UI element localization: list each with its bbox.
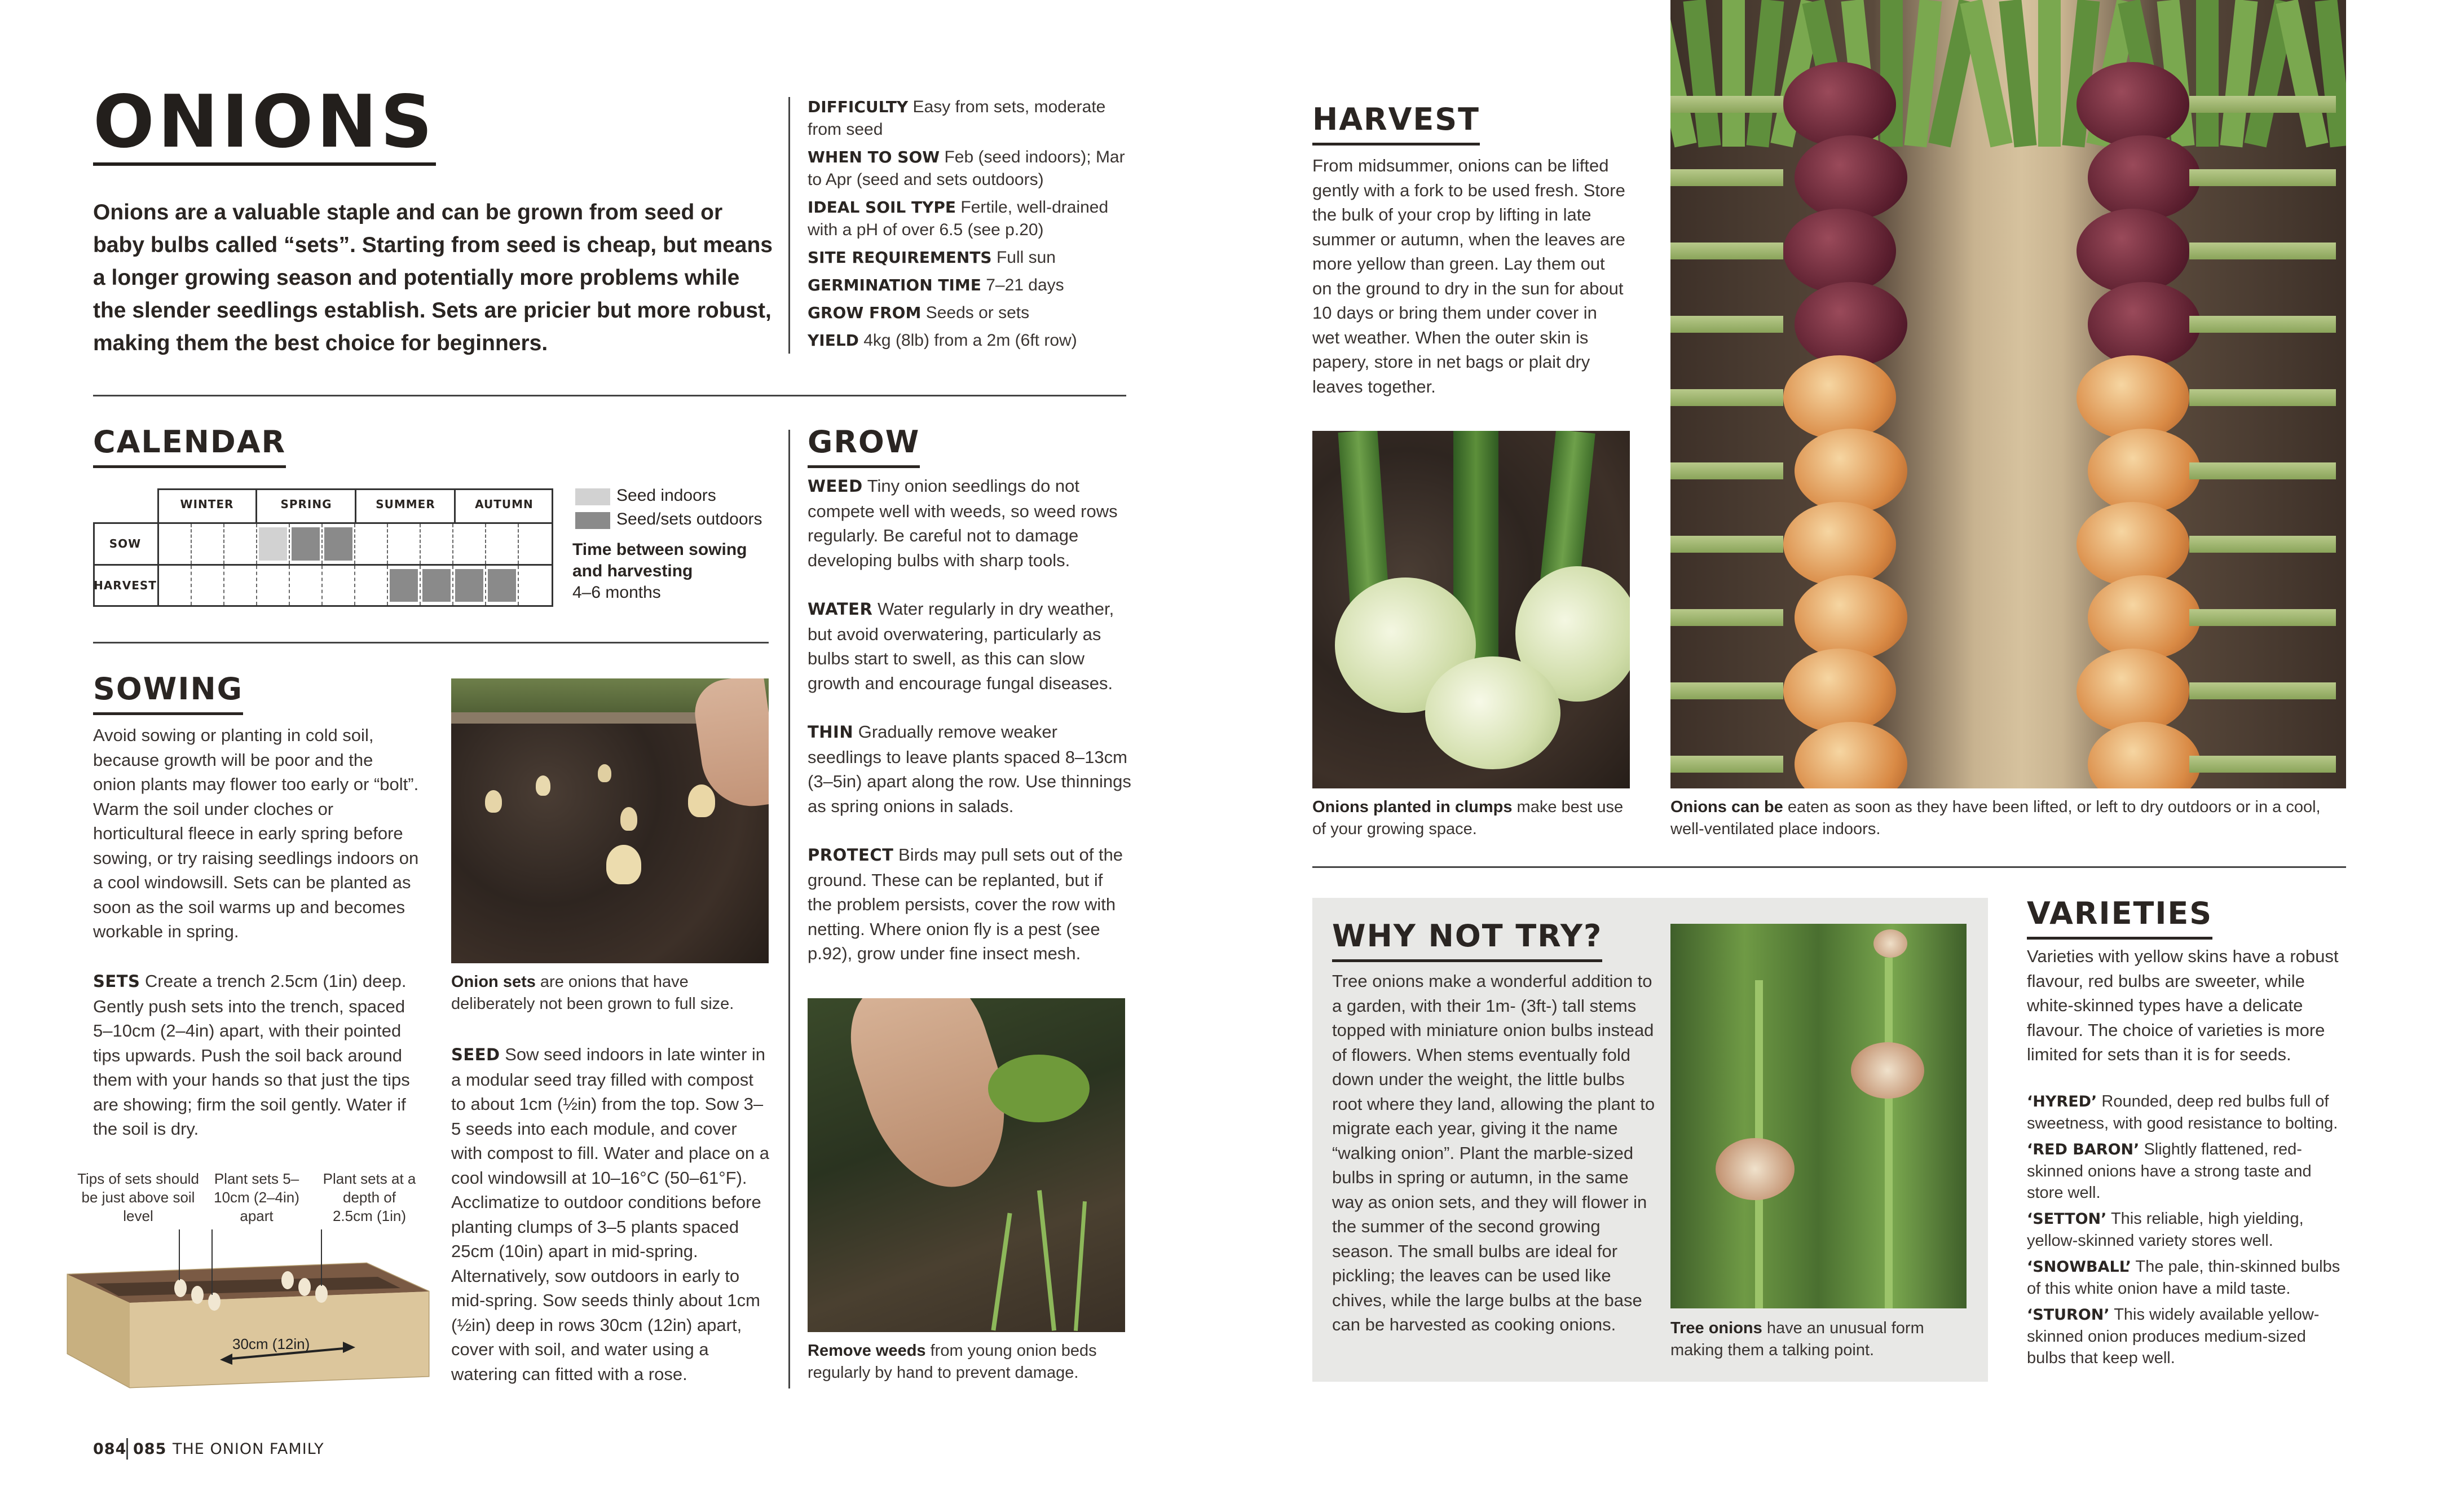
calendar-cell-sow-0 [159, 524, 192, 564]
calendar-cell-harvest-1 [192, 566, 224, 605]
variety-setton: ‘SETTON’ This reliable, high yielding, yellow-skinned variety stores well. [2027, 1210, 2304, 1250]
onion-clumps-caption: Onions planted in clumps make best use of your growing space. [1312, 798, 1624, 838]
legend-swatch-seed-indoors [575, 488, 610, 505]
calendar-heading: CALENDAR [93, 424, 286, 468]
facts-divider [788, 97, 790, 354]
calendar-cell-harvest-8 [421, 566, 453, 605]
calendar-cell-sow-5 [323, 524, 355, 564]
variety-hyred: ‘HYRED’ Rounded, deep red bulbs full of sweetness, with good resistance to bolting. [2027, 1092, 2338, 1132]
calendar-divider [93, 642, 769, 643]
grow-divider [788, 430, 790, 1388]
onion-sets-photo [451, 678, 769, 963]
calendar-cell-sow-4 [290, 524, 323, 564]
calendar-fill-sow-4 [292, 527, 320, 561]
harvest-heading: HARVEST [1312, 102, 1480, 146]
diagram-label-spacing: Plant sets 5–10cm (2–4in) apart [214, 1170, 299, 1224]
season-autumn: AUTUMN [475, 497, 534, 511]
calendar-cell-harvest-11 [519, 566, 552, 605]
grow-heading: GROW [808, 424, 920, 468]
grow-thin: THIN Gradually remove weaker seedlings to leave plants spaced 8–13cm (3–5in) apart along the row. Use thinnings as spring onions in salads. [808, 722, 1131, 816]
grow-weed: WEED Tiny onion seedlings do not compete well with weeds, so weed rows regularly. Be careful not to damage developing bulbs with sharp tools. [808, 476, 1118, 570]
onion-clumps-photo [1312, 431, 1630, 788]
sowing-seed-paragraph: SEED Sow seed indoors in late winter in a modular seed tray filled with compost to about 1cm (½in) from the top. Sow 3–5 seeds into each module, and cover with compost to fill. Water and place on a cool windowsill at 10–16°C (50–61°F). Acclimatize to outdoor conditions before planting clumps of 3–5 plants spaced 25cm (10in) apart in mid-spring. Alternatively, sow outdoors in early to mid-spring. Sow seeds thinly about 1cm (½in) deep in rows 30cm (12in) apart, cover with soil, and water using a watering can fitted with a rose. [451, 1044, 770, 1384]
fact-when-to-sow: WHEN TO SOW Feb (seed indoors); Mar to Apr (seed and sets outdoors) [808, 148, 1125, 189]
fact-yield: YIELD 4kg (8lb) from a 2m (6ft row) [808, 331, 1077, 350]
calendar-cell-sow-2 [224, 524, 257, 564]
variety-snowball: ‘SNOWBALL’ The pale, thin-skinned bulbs of this white onion have a mild taste. [2027, 1258, 2340, 1298]
calendar-cell-sow-8 [421, 524, 453, 564]
varieties-intro: Varieties with yellow skins have a robust flavour, red bulbs are sweeter, while white-skinned types have a delicate flavour. The choice of varieties is more limited for sets than it is for seeds. [2027, 946, 2339, 1064]
calendar-cell-harvest-4 [290, 566, 323, 605]
footer-section: THE ONION FAMILY [173, 1440, 324, 1458]
why-not-try-paragraph: Tree onions make a wonderful addition to a garden, with their 1m- (3ft-) tall stems topped with miniature onion bulbs instead of flowers. When stems eventually fold down under the weight, the little bulbs root where they land, allowing the plant to migrate each year, giving it the name “walking onion”. Plant the marble-sized bulbs in spring or autumn, in the same way as onion sets, and they will flower in the summer of the second growing season. The small bulbs are ideal for pickling; the leaves can be used like chives, while the large bulbs at the base can be harvested as cooking onions. [1332, 971, 1655, 1334]
calendar-cell-sow-9 [453, 524, 486, 564]
row-label-harvest: HARVEST [94, 579, 157, 592]
variety-red-baron: ‘RED BARON’ Slightly flattened, red-skinned onions have a strong taste and store well. [2027, 1140, 2312, 1202]
calendar-cell-sow-6 [355, 524, 388, 564]
page-number-right: 085 [133, 1440, 167, 1458]
calendar-cell-harvest-2 [224, 566, 257, 605]
calendar-fill-harvest-8 [422, 569, 451, 602]
season-spring: SPRING [280, 497, 332, 511]
fact-site: SITE REQUIREMENTS Full sun [808, 248, 1056, 267]
calendar-fill-harvest-10 [488, 569, 516, 602]
onion-sets-caption: Onion sets are onions that have deliberately not been grown to full size. [451, 973, 734, 1013]
legend-swatch-seed-outdoors [575, 512, 610, 529]
between-title: Time between sowing and harvesting [572, 540, 747, 580]
grow-water: WATER Water regularly in dry weather, but avoid overwatering, particularly as bulbs start to swell, as this can slow growth and encourage fungal diseases. [808, 599, 1114, 693]
diagram-label-tips: Tips of sets should be just above soil level [77, 1170, 199, 1224]
between-value: 4–6 months [572, 583, 661, 602]
weeding-caption: Remove weeds from young onion beds regularly by hand to prevent damage. [808, 1342, 1097, 1382]
fact-soil-type: IDEAL SOIL TYPE Fertile, well-drained with a pH of over 6.5 (see p.20) [808, 198, 1109, 239]
calendar-fill-harvest-7 [390, 569, 418, 602]
row-label-sow: SOW [109, 537, 142, 550]
season-summer: SUMMER [376, 497, 435, 511]
sowing-paragraph: Avoid sowing or planting in cold soil, because growth will be poor and the onion plants may flower too early or “bolt”. Warm the soil under cloches or horticultural fleece in early spring before sowing, or try raising seedlings indoors on a cool windowsill. Sets can be planted as soon as the soil warms up and becomes workable in spring. [93, 725, 419, 941]
fact-grow-from: GROW FROM Seeds or sets [808, 303, 1030, 322]
fact-germination: GERMINATION TIME 7–21 days [808, 276, 1064, 294]
calendar-cell-harvest-0 [159, 566, 192, 605]
page-title: ONIONS [93, 85, 436, 166]
varieties-heading: VARIETIES [2027, 896, 2212, 940]
variety-sturon: ‘STURON’ This widely available yellow-skinned onion produces medium-sized bulbs that keep well. [2027, 1306, 2320, 1367]
calendar-cell-sow-11 [519, 524, 552, 564]
calendar-cell-harvest-9 [453, 566, 486, 605]
weeding-photo [808, 998, 1125, 1332]
harvested-onions-photo [1670, 0, 2346, 788]
diagram-label-depth: Plant sets at a depth of 2.5cm (1in) [323, 1170, 416, 1224]
calendar-cell-harvest-10 [486, 566, 519, 605]
harvested-onions-caption: Onions can be eaten as soon as they have been lifted, or left to dry outdoors or in a cool, well-ventilated place indoors. [1670, 798, 2321, 838]
season-winter: WINTER [180, 497, 234, 511]
harvest-paragraph: From midsummer, onions can be lifted gently with a fork to be used fresh. Store the bulk of your crop by lifting in late summer or autumn, when the leaves are more yellow than green. Lay them out on the ground to dry in the sun for about 10 days or bring them under cover in wet weather. When the outer skin is papery, store in net bags or plait dry leaves together. [1312, 156, 1625, 396]
calendar-fill-sow-5 [324, 527, 352, 561]
right-section-divider [1312, 866, 2346, 868]
calendar-cells [159, 524, 552, 605]
grow-protect: PROTECT Birds may pull sets out of the ground. These can be replanted, but if the problem persists, cover the row with netting. Where onion fly is a pest (see p.92), grow under fine insect mesh. [808, 845, 1123, 963]
sowing-heading: SOWING [93, 671, 243, 715]
intro-paragraph: Onions are a valuable staple and can be grown from seed or baby bulbs called “sets”. Starting from seed is cheap, but means a longer growing season and potentially more problems while the slender seedlings establish. Sets are pricier but more robust, making them the best choice for beginners. [93, 200, 773, 355]
calendar-cell-harvest-3 [257, 566, 290, 605]
facts-list [808, 96, 1140, 357]
calendar-cell-harvest-5 [323, 566, 355, 605]
calendar-chart [93, 488, 556, 607]
tree-onions-caption: Tree onions have an unusual form making them a talking point. [1670, 1319, 1924, 1359]
calendar-cell-sow-3 [257, 524, 290, 564]
calendar-fill-harvest-9 [455, 569, 483, 602]
tree-onions-photo [1670, 924, 1967, 1308]
planting-diagram [62, 1229, 434, 1399]
calendar-cell-sow-10 [486, 524, 519, 564]
diagram-measure: 30cm (12in) [232, 1335, 310, 1352]
calendar-cell-sow-7 [388, 524, 421, 564]
calendar-cell-harvest-7 [388, 566, 421, 605]
section-divider [93, 395, 1126, 396]
legend-seed-outdoors: Seed/sets outdoors [616, 510, 762, 528]
why-not-try-heading: WHY NOT TRY? [1332, 918, 1602, 962]
page-number-left: 084 [93, 1440, 127, 1458]
calendar-cell-harvest-6 [355, 566, 388, 605]
sowing-sets-paragraph: SETS Create a trench 2.5cm (1in) deep. Gently push sets into the trench, spaced 5–10cm (2–4in) apart, with their pointed tips upwards. Push the soil back around them with your hands so that just the tips are showing; firm the soil gently. Water if the soil is dry. [93, 971, 410, 1139]
legend-seed-indoors: Seed indoors [616, 486, 716, 505]
varieties-list [2027, 1091, 2348, 1369]
calendar-fill-sow-3 [259, 527, 287, 561]
calendar-cell-sow-1 [192, 524, 224, 564]
fact-difficulty: DIFFICULTY Easy from sets, moderate from seed [808, 98, 1106, 139]
